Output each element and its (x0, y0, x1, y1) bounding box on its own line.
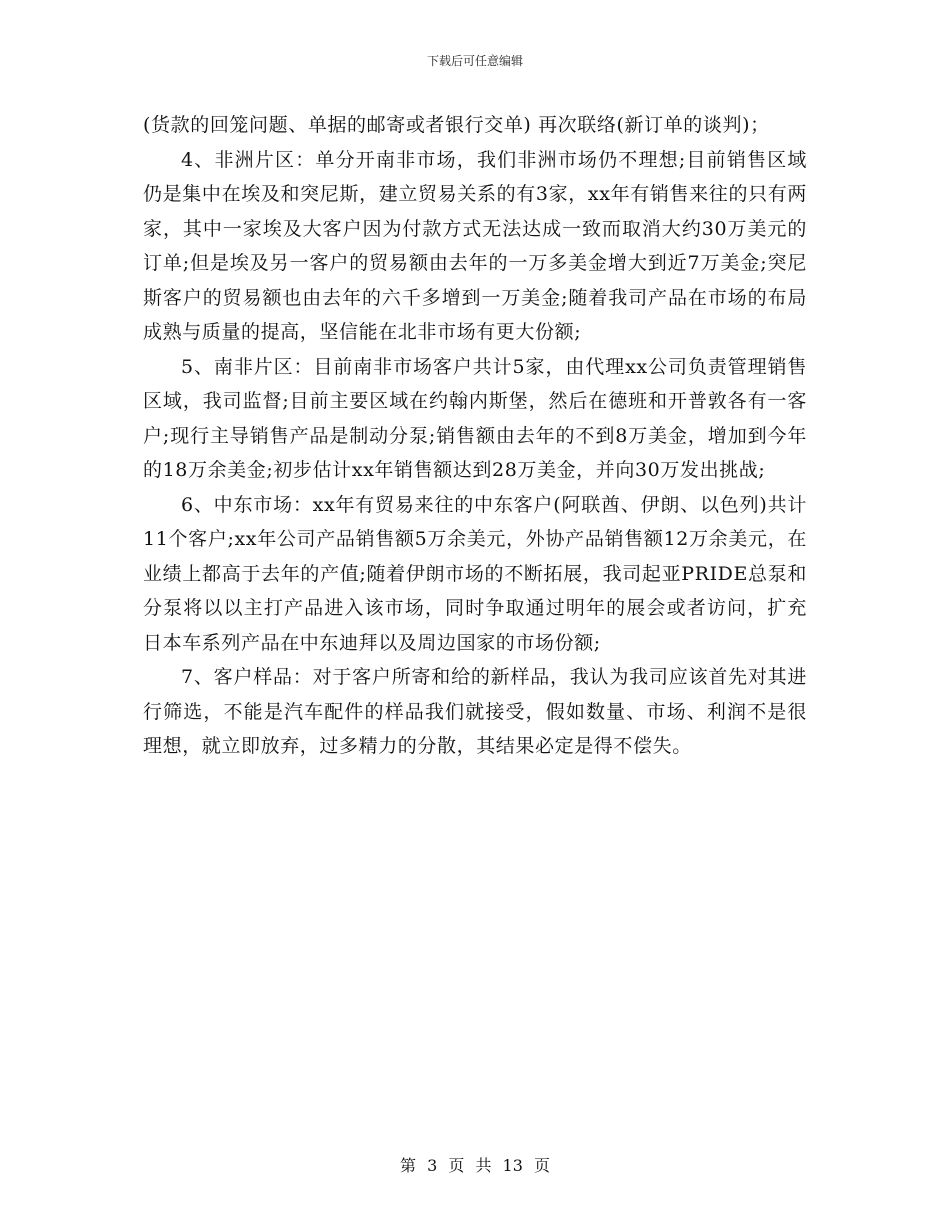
paragraph-samples: 7、客户样品：对于客户所寄和给的新样品，我认为我司应该首先对其进行筛选，不能是汽车配件的样品我们就接受，假如数量、市场、利润不是很理想，就立即放弃，过多精力的分散，其结果必定是得不偿失。 (143, 666, 807, 757)
paragraph-africa: 4、非洲片区：单分开南非市场，我们非洲市场仍不理想;目前销售区域仍是集中在埃及和突尼斯，建立贸易关系的有3家，xx年有销售来往的只有两家，其中一家埃及大客户因为付款方式无法达成一致而取消大约30万美元的订单;但是埃及另一客户的贸易额由去年的一万多美金增大到近7万美金;突尼斯客户的贸易额也由去年的六千多增到一万美金;随着我司产品在市场的布局成熟与质量的提高，坚信能在北非市场有更大份额; (143, 148, 807, 343)
paragraph-south-africa: 5、南非片区：目前南非市场客户共计5家，由代理xx公司负责管理销售区域，我司监督;目前主要区域在约翰内斯堡，然后在德班和开普敦各有一客户;现行主导销售产品是制动分泵;销售额由去年的不到8万美金，增加到今年的18万余美金;初步估计xx年销售额达到28万美金，并向30万发出挑战; (143, 355, 807, 481)
page-number-footer: 第 3 页 共 13 页 (400, 1156, 550, 1175)
document-body (143, 108, 807, 764)
paragraph-middle-east: 6、中东市场：xx年有贸易来往的中东客户(阿联酋、伊朗、以色列)共计11个客户;xx年公司产品销售额5万余美元，外协产品销售额12万余美元，在业绩上都高于去年的产值;随着伊朗市场的不断拓展，我司起亚PRIDE总泵和分泵将以以主打产品进入该市场，同时争取通过明年的展会或者访问，扩充日本车系列产品在中东迪拜以及周边国家的市场份额; (143, 493, 807, 654)
paragraph-continuation: (货款的回笼问题、单据的邮寄或者银行交单) 再次联络(新订单的谈判)； (143, 114, 770, 136)
page-header: 下载后可任意编辑 (426, 54, 523, 68)
